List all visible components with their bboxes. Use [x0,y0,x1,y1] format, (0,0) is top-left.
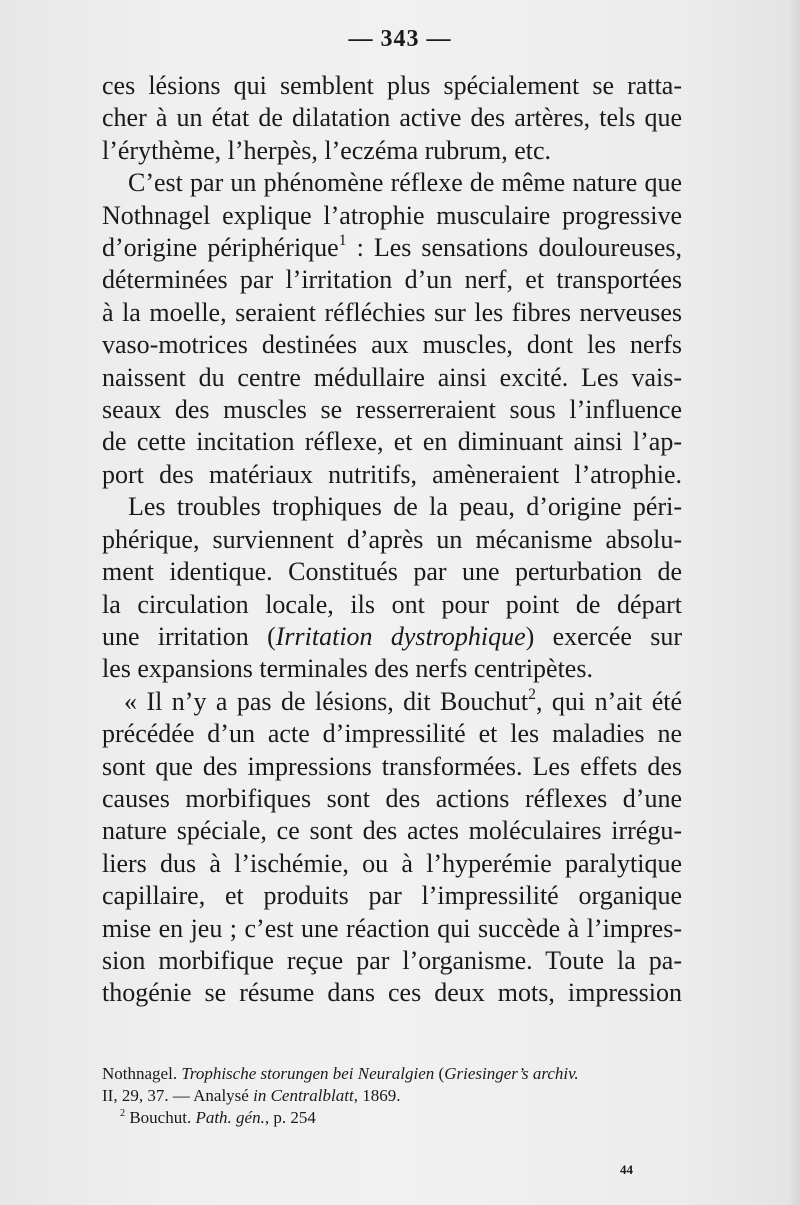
text-line: naissent du centre médullaire ainsi excité. Les vais- [102,362,682,392]
text-line: ment identique. Constitués par une perturbation de [102,557,682,587]
italic-term: Irritation dystrophique [275,621,526,651]
footnote-2-mark: 2 [120,1107,126,1119]
text-line: port des matériaux nutritifs, amèneraient l’atrophie. [102,459,682,489]
text-line: seaux des muscles se resserreraient sous l’influence [102,395,682,425]
text-line: vaso-motrices destinées aux muscles, dont les nerfs [102,330,682,360]
text-line: causes morbifiques sont des actions réflexes d’une [102,783,682,813]
footnote-title: Trophische storungen bei Neuralgien [181,1064,435,1083]
signature-mark: 44 [620,1162,633,1177]
text-line: liers dus à l’ischémie, ou à l’hyperémie paralytique [102,848,682,878]
text-line: Les troubles trophiques de la peau, d’origine péri- [128,492,682,522]
text-fragment: , p. 254 [264,1108,316,1127]
text-fragment: II, 29, 37. — Analysé [102,1086,254,1105]
text-line: C’est par un phénomène réflexe de même nature que [128,168,682,198]
text-line: cher à un état de dilatation active des artères, tels que [102,103,682,133]
footnote-source: Griesinger’s archiv. [444,1064,579,1083]
text-line [102,686,682,718]
text-line: ces lésions qui semblent plus spécialement se ratta- [102,71,682,100]
text-fragment: « Il n’y a pas de lésions, dit Bouchut [124,686,529,716]
text-fragment: d’origine périphérique [102,233,339,263]
text-fragment: , 1869. [353,1086,401,1105]
text-fragment: ( [434,1064,445,1083]
text-line: l’érythème, l’herpès, l’eczéma rubrum, etc. [102,135,551,165]
text-fragment: : Les sensations douloureuses, [346,233,683,263]
footnote-title: Path. gén. [195,1108,265,1127]
footnote-journal: in Centralblatt [253,1086,354,1105]
text-fragment: ) exercée sur [525,621,682,651]
text-line [102,232,682,264]
text-line: sion morbifique reçue par l’organisme. Toute la pa- [102,945,682,975]
footnote-2 [102,1107,692,1129]
text-line: précédée d’un acte d’impressilité et les maladies ne [102,719,682,749]
footnote-ref-1: 1 [338,232,347,250]
text-line: déterminées par l’irritation d’un nerf, et transportées [102,265,682,295]
text-fragment: , qui n’ait été [535,686,682,716]
text-line: thogénie se résume dans ces deux mots, impression [102,978,682,1008]
body-text [102,70,682,1010]
text-line: mise en jeu ; c’est une réaction qui succède à l’impres- [102,913,682,943]
text-line: les expansions terminales des nerfs centripètes. [102,654,593,684]
text-line: phérique, surviennent d’après un mécanisme absolu- [102,524,682,554]
text-line: Nothnagel explique l’atrophie musculaire progressive [102,200,682,230]
text-line: la circulation locale, ils ont pour point de départ [102,589,682,619]
page-number: — 343 — [348,26,452,52]
footnote-1-continued [102,1085,692,1107]
text-line: nature spéciale, ce sont des actes moléculaires irrégu- [102,816,682,846]
text-line: capillaire, et produits par l’impressilité organique [102,881,682,911]
footnote-ref-2: 2 [528,685,536,703]
text-fragment: une irritation ( [102,621,276,651]
text-line: de cette incitation réflexe, et en diminuant ainsi l’ap- [102,427,682,457]
footnote-author: Bouchut. [125,1108,196,1127]
text-line: sont que des impressions transformées. Les effets des [102,751,682,781]
page-edge-shadow [788,0,800,1205]
footnote-1 [102,1063,692,1085]
footnote-author: Nothnagel. [102,1064,182,1083]
text-line: à la moelle, seraient réfléchies sur les fibres nerveuses [102,297,682,327]
footnotes [102,1063,692,1129]
text-line [102,621,682,653]
